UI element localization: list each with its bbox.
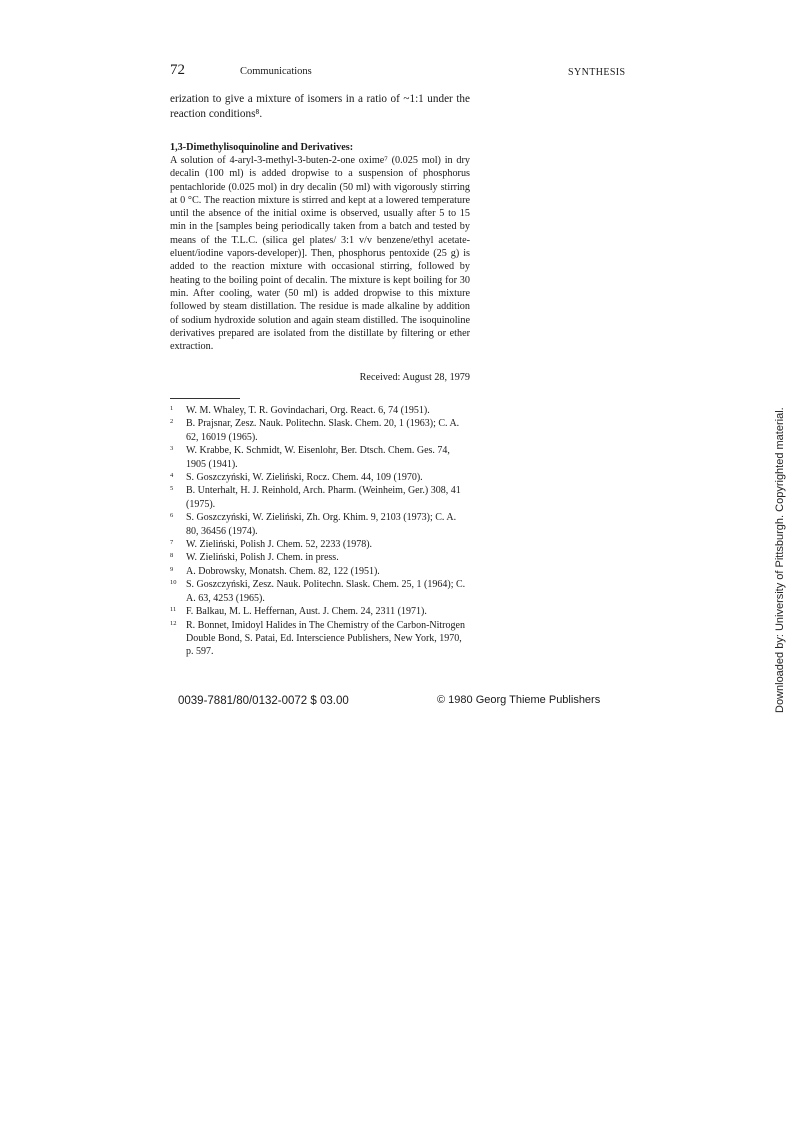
reference-item xyxy=(170,404,470,417)
reference-number: 2 xyxy=(170,418,174,426)
reference-text: W. Zieliński, Polish J. Chem. 52, 2233 (1978). xyxy=(186,539,373,551)
footnote-divider xyxy=(170,398,240,399)
reference-number: 3 xyxy=(170,445,174,453)
reference-item xyxy=(170,417,470,444)
reference-item xyxy=(170,605,470,618)
reference-number: 10 xyxy=(170,579,177,587)
reference-text: W. Krabbe, K. Schmidt, W. Eisenlohr, Ber. Dtsch. Chem. Ges. 74, 1905 (1941). xyxy=(186,445,450,470)
reference-number: 4 xyxy=(170,472,174,480)
download-watermark: Downloaded by: University of Pittsburgh. Copyrighted material. xyxy=(774,407,786,713)
reference-text: B. Unterhalt, H. J. Reinhold, Arch. Pharm. (Weinheim, Ger.) 308, 41 (1975). xyxy=(186,485,461,510)
reference-text: W. M. Whaley, T. R. Govindachari, Org. React. 6, 74 (1951). xyxy=(186,405,430,416)
received-date: Received: August 28, 1979 xyxy=(359,372,470,383)
reference-text: S. Goszczyński, W. Zieliński, Zh. Org. Khim. 9, 2103 (1973); C. A. 80, 36456 (1974). xyxy=(186,512,457,537)
page-number: 72 xyxy=(170,62,185,78)
reference-text: F. Balkau, M. L. Heffernan, Aust. J. Chem. 24, 2311 (1971). xyxy=(186,606,427,618)
procedure-heading: 1,3-Dimethylisoquinoline and Derivatives: xyxy=(170,142,354,153)
reference-number: 12 xyxy=(170,619,177,627)
reference-item xyxy=(170,511,470,538)
reference-number: 5 xyxy=(170,485,174,493)
reference-number: 6 xyxy=(170,512,174,520)
reference-text: B. Prajsnar, Zesz. Nauk. Politechn. Slask. Chem. 20, 1 (1963); C. A. 62, 16019 (1965). xyxy=(186,418,460,443)
reference-item xyxy=(170,484,470,511)
copyright-notice: © 1980 Georg Thieme Publishers xyxy=(437,694,601,706)
reference-text: S. Goszczyński, Zesz. Nauk. Politechn. Slask. Chem. 25, 1 (1964); C. A. 63, 4253 (1965). xyxy=(186,579,466,604)
reference-text: R. Bonnet, Imidoyl Halides in The Chemistry of the Carbon-Nitrogen Double Bond, S. Patai, Ed. Interscience Publishers, New York, 1970, p. 597. xyxy=(186,619,465,658)
reference-item xyxy=(170,578,470,605)
reference-text: S. Goszczyński, W. Zieliński, Rocz. Chem. 44, 109 (1970). xyxy=(186,472,423,484)
reference-number: 9 xyxy=(170,565,174,573)
reference-item xyxy=(170,551,470,564)
reference-item xyxy=(170,619,470,659)
reference-text: W. Zieliński, Polish J. Chem. in press. xyxy=(186,552,339,564)
reference-list xyxy=(170,404,470,659)
reference-number: 7 xyxy=(170,539,174,547)
reference-text: A. Dobrowsky, Monatsh. Chem. 82, 122 (1951). xyxy=(186,565,380,577)
journal-name: SYNTHESIS xyxy=(568,67,626,78)
reference-number: 8 xyxy=(170,552,174,560)
reference-item xyxy=(170,565,470,578)
article-code: 0039-7881/80/0132-0072 $ 03.00 xyxy=(178,695,349,707)
reference-number: 11 xyxy=(170,606,177,614)
procedure-body: A solution of 4-aryl-3-methyl-3-buten-2-one oxime⁷ (0.025 mol) in dry decalin (100 ml) is added dropwise to a suspension of phosphorus pentachloride (0.025 mol) in dry decalin (50 ml) with vigorously stirring at 0 °C. The reaction mixture is stirred and kept at a lowered temperature until the absence of the initial oxime is observed, usually after 5 to 15 min in the [samples being periodically taken from a batch and tested by means of the T.L.C. (silica gel plates/ 3:1 v/v benzene/ethyl acetate-eluent/iodine vapors-developer)]. Then, phosphorus pentoxide (25 g) is added to the reaction mixture with occasional stirring, followed by heating to the boiling point of decalin. The mixture is kept boiling for 30 min. After cooling, water (50 ml) is added dropwise to this mixture followed by steam distillation. The residue is made alkaline by addition of sodium hydroxide solution and again steam distilled. The isoquinoline derivatives prepared are isolated from the distillate by filtering or ether extraction. xyxy=(170,155,470,353)
reference-item xyxy=(170,538,470,551)
intro-paragraph: erization to give a mixture of isomers in a ratio of ~1:1 under the reaction conditions⁸. xyxy=(170,93,470,120)
reference-item xyxy=(170,444,470,471)
reference-item xyxy=(170,471,470,484)
section-title: Communications xyxy=(240,66,312,77)
reference-number: 1 xyxy=(170,405,174,412)
